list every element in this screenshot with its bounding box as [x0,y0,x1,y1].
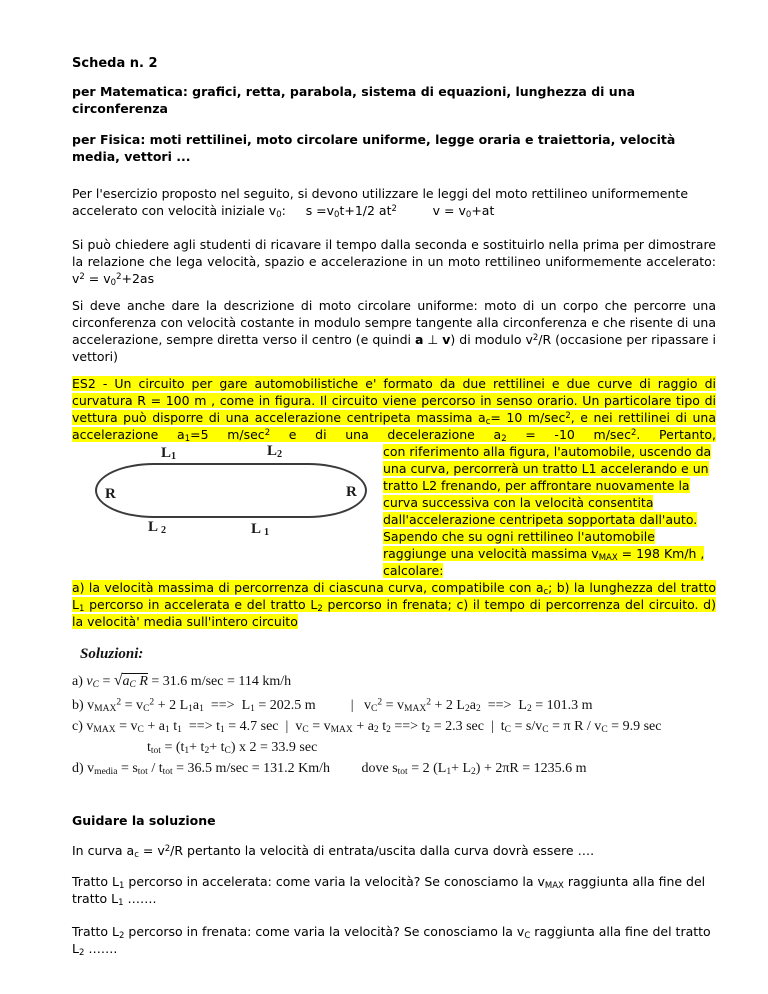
track-label-l1-bottom: L $_1$ [251,521,270,539]
section-physics-topics: per Fisica: moti rettilinei, moto circolare uniforme, legge oraria e traiettoria, velocità media, vettori ... [72,132,676,164]
section-math-topics: per Matematica: grafici, retta, parabola, sistema di equazioni, lunghezza di una circonferenza [72,84,636,116]
guide-paragraph-2: Tratto $L_1$ percorso in accelerata: come varia la velocità? Se conosciamo la $v_{MAX}$ raggiunta alla fine del tratto $L_1$ ……. [72,874,706,908]
solution-line-b: b) $v_{MAX}^2 = v_C^2 + 2$ $L_1a_1$ ==> $L_1 = 202.5$ m | $v_C^2 = v_{MAX}^2 + 2$ $L_2a_2$ ==> $L_2 = 101.3$ m [72,697,593,715]
doc-title: Scheda n. 2 [72,56,158,71]
solution-line-a: a) $v_C = √a_C$ R = 31.6 m/sec = 114 km/h [72,672,292,691]
es2-highlight-part1: ES2 - Un circuito per gare automobilistiche e' formato da due rettilinei e due curve di raggio di curvatura R = 100 m , come in figura. Il circuito viene percorso in senso orario. Un particolare tipo di vettura può disporre di una accelerazione centripeta massima $a_c= 10$ $m/\sec^2$, e nei rettilinei di una accelerazione $a_1=5$ $m/\sec^2$ e di una decelerazione $a_2 = -10$ $m/\sec^2$. Pertanto, [72,376,716,444]
solution-line-c2: $t_{tot} = (t_1+ t_2+ t_C)$ x 2 = 33.9 sec [147,740,318,757]
paragraph-circular-motion: Si deve anche dare la descrizione di moto circolare uniforme: moto di un corpo che percorre una circonferenza con velocità costante in modulo sempre tangente alla circonferenza e che risente di una accelerazione, sempre diretta verso il centro (e quindi a ⊥ v) di modulo $v^2/R$ (occasione per ripassare i vettori) [72,298,716,364]
track-label-l2-bottom: L $_2$ [148,519,167,537]
paragraph-derive-relation: Si può chiedere agli studenti di ricavare il tempo dalla seconda e sostituirlo nella prima per dimostrare la relazione che lega velocità, spazio e accelerazione in un moto rettilineo uniformemente accelerato: $v^2 = v_0^2+2as$ [72,237,716,288]
solution-line-c: c) $v_{MAX} = v_C + a_1$ $t_1$ ==> $t_1 = 4.7$ sec | $v_C = v_{MAX} + a_2$ $t_2$ ==> $t_2 = 2.3$ sec | $t_C = s/v_C = \pi$ $R / v_C = 9.9$ sec [72,719,662,736]
guide-heading: Guidare la soluzione [72,813,216,828]
circuit-figure [72,443,383,548]
es2-exercise [72,375,716,630]
track-label-l1-top: $L_1$ [158,446,179,461]
paragraph-intro-laws: Per l'esercizio proposto nel seguito, si devono utilizzare le leggi del moto rettilineo uniformemente accelerato con velocità iniziale $v_0$: $s =v_0t+1/2$ $at^2$ $v = v_0+at$ [72,186,692,220]
solutions-heading: Soluzioni: [80,646,144,662]
es2-text-part1 [72,375,716,443]
es2-text-part3 [72,579,716,630]
es2-text-part2 [383,443,716,579]
es2-highlight-part3: a) la velocità massima di percorrenza di ciascuna curva, compatibile con $a_c$; b) la lunghezza del tratto $L_1$ percorso in accelerata e del tratto $L_2$ percorso in frenata; c) il tempo di percorrenza del circuito. d) la velocità' media sull'intero circuito [72,580,716,629]
guide-paragraph-1: In curva $a_c = v^2/R$ pertanto la velocità di entrata/uscita dalla curva dovrà essere …. [72,843,595,860]
guide-paragraph-3: Tratto $L_2$ percorso in frenata: come varia la velocità? Se conosciamo la $v_C$ raggiunta alla fine del tratto $L_2$ ……. [72,924,711,958]
es2-highlight-part2: con riferimento alla figura, l'automobile, uscendo da una curva, percorrerà un tratto L1 accelerando e un tratto L2 frenando, per affrontare nuovamente la curva successiva con la velocità consentita dall'accelerazione centripeta sopportata dall'auto. Sapendo che su ogni rettilineo l'automobile raggiunge una velocità massima $v_{MAX} = 198$ Km/h , calcolare: [383,444,712,578]
track-label-radius-right: R [346,484,357,500]
es2-wrap-row [72,443,716,579]
circuit-track-outline [95,463,367,518]
track-label-radius-left: R [105,486,116,502]
track-label-l2-top: $L_2$ [264,444,285,459]
solution-line-d: d) $v_{media} = s_{tot} / t_{tot} = 36.5$ m/sec = 131.2 Km/h dove $s_{tot} = 2$ $(L_1+ L_2) + 2\pi R = 1235.6$ m [72,761,587,778]
